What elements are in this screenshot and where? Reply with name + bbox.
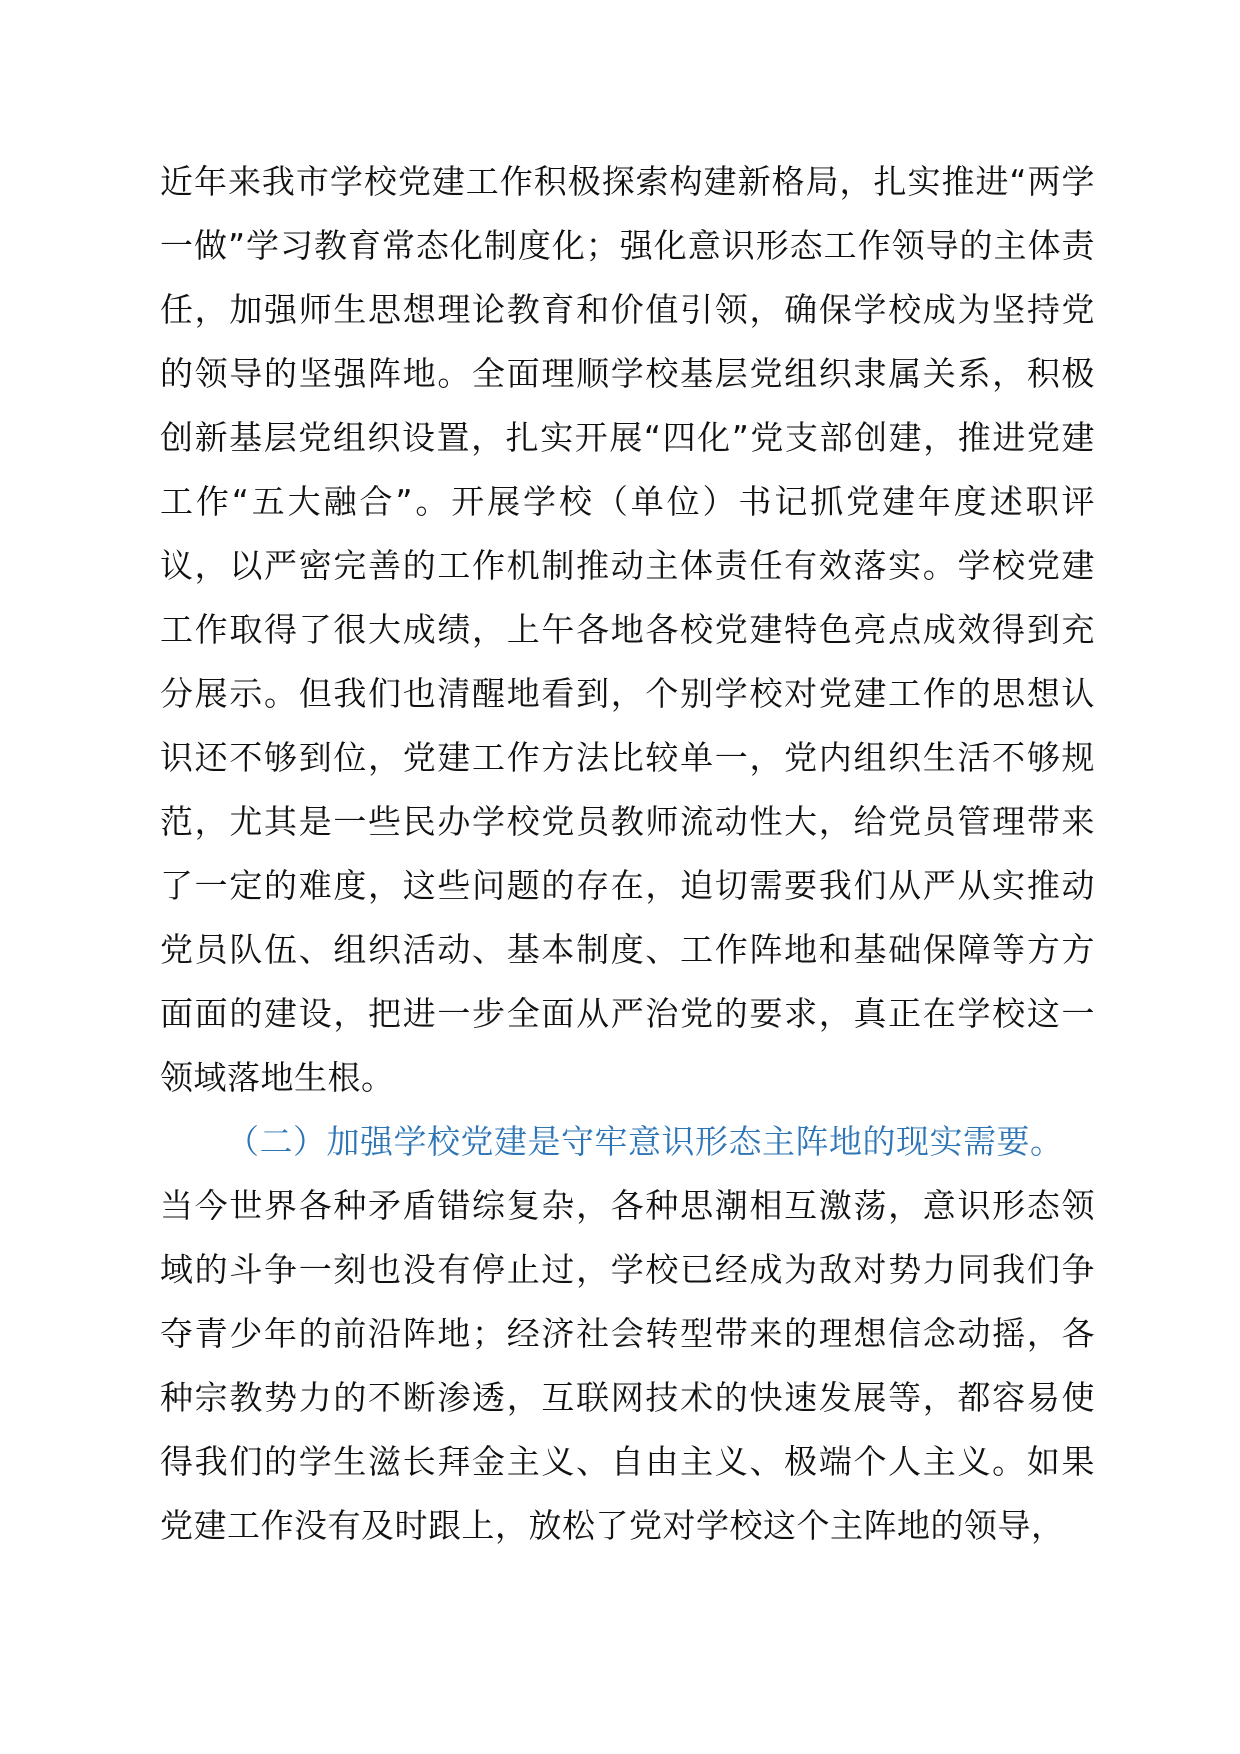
section-heading-2: （二）加强学校党建是守牢意识形态主阵地的现实需要。 (226, 1122, 1064, 1161)
document-body (160, 150, 1095, 1558)
section-2-body: 当今世界各种矛盾错综复杂，各种思潮相互激荡，意识形态领域的斗争一刻也没有停止过，学校已经成为敌对势力同我们争夺青少年的前沿阵地；经济社会转型带来的理想信念动摇，各种宗教势力的不断渗透，互联网技术的快速发展等，都容易使得我们的学生滋长拜金主义、自由主义、极端个人主义。如果党建工作没有及时跟上，放松了党对学校这个主阵地的领导， (160, 1186, 1095, 1545)
paragraph-ideology-position (160, 1110, 1095, 1558)
paragraph-party-building-achievements: 近年来我市学校党建工作积极探索构建新格局，扎实推进“两学一做”学习教育常态化制度化；强化意识形态工作领导的主体责任，加强师生思想理论教育和价值引领，确保学校成为坚持党的领导的坚强阵地。全面理顺学校基层党组织隶属关系，积极创新基层党组织设置，扎实开展“四化”党支部创建，推进党建工作“五大融合”。开展学校（单位）书记抓党建年度述职评议，以严密完善的工作机制推动主体责任有效落实。学校党建工作取得了很大成绩，上午各地各校党建特色亮点成效得到充分展示。但我们也清醒地看到，个别学校对党建工作的思想认识还不够到位，党建工作方法比较单一，党内组织生活不够规范，尤其是一些民办学校党员教师流动性大，给党员管理带来了一定的难度，这些问题的存在，迫切需要我们从严从实推动党员队伍、组织活动、基本制度、工作阵地和基础保障等方方面面的建设，把进一步全面从严治党的要求，真正在学校这一领域落地生根。 (160, 162, 1095, 1097)
